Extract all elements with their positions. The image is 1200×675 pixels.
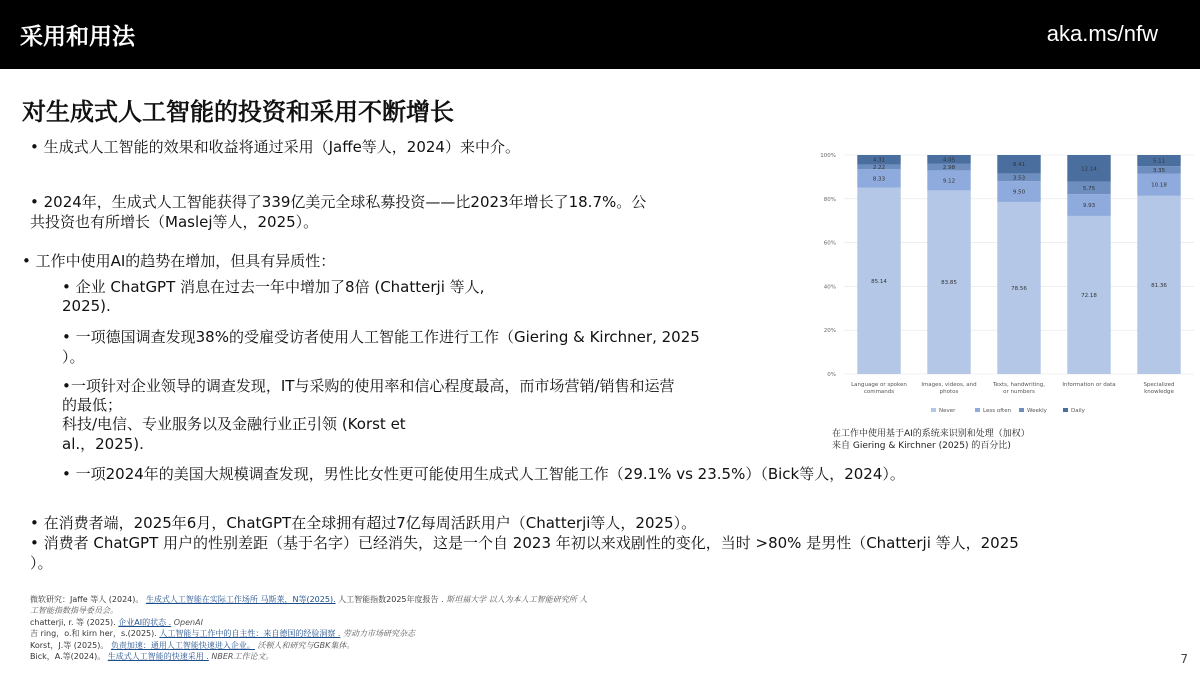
ref-4-publisher: 沃顿人和研究与GBK集体。 <box>257 640 355 650</box>
ref-5-link[interactable]: 生成式人工智能的快速采用 . <box>107 652 209 662</box>
legend-swatch <box>931 408 936 412</box>
sub-bullet-2-line-1: • 一项德国调查发现38%的受雇受访者使用人工智能工作进行工作（Giering & Kirchner, 2025 <box>62 328 700 346</box>
reference-line-6 <box>30 651 810 662</box>
legend-label: Less often <box>983 408 1012 414</box>
data-label: 9.50 <box>1012 189 1026 196</box>
data-label: 2.98 <box>942 165 956 172</box>
chart-caption-line-1: 在工作中使用基于AI的系统来识别和处理（加权） <box>832 429 1030 439</box>
ref-3-authors: 吉 ring，o.和 kirn her，s.(2025). <box>30 629 157 639</box>
y-tick-label: 0% <box>827 372 836 378</box>
data-label: 3.53 <box>1012 175 1026 182</box>
ref-1-publisher: 斯坦福大学 以人为本人工智能研究所 人 <box>446 595 588 604</box>
bullet-3: • 工作中使用AI的趋势在增加，但具有异质性： <box>22 252 336 270</box>
sub-bullet-1-line-2: 2025). <box>62 297 111 315</box>
legend-label: Never <box>939 408 956 414</box>
y-tick-label: 80% <box>823 196 836 203</box>
data-label: 5.75 <box>1082 185 1096 192</box>
ref-3-journal: 劳动力市场研究杂志 <box>342 629 415 639</box>
reference-line-3 <box>30 617 810 628</box>
ref-4-link[interactable]: 负责加速：通用人工智能快速进入企业。 <box>110 640 255 650</box>
data-label: 4.05 <box>942 157 956 164</box>
reference-line-2 <box>30 605 810 616</box>
ref-4-authors: Korst，J.等 (2025)。 <box>30 640 109 650</box>
reference-line-4 <box>30 628 810 639</box>
chart-caption-line-2: 来自 Giering & Kirchner (2025) 的百分比) <box>832 441 1011 451</box>
ref-2-authors: chatterji, r. 等 (2025). <box>30 617 116 627</box>
ref-5-authors: Bick，A.等(2024)。 <box>30 652 106 662</box>
bullet-2-line-2: 共投资也有所增长（Maslej等人，2025）。 <box>30 213 319 231</box>
x-tick-label: Language or spoken commands <box>851 382 907 395</box>
legend-swatch <box>1019 408 1024 412</box>
ref-2-publisher: OpenAI <box>173 617 203 627</box>
sub-bullet-3-line-1: •一项针对企业领导的调查发现，IT与采购的使用率和信心程度最高，而市场营销/销售和运营 <box>62 377 675 395</box>
y-tick-label: 40% <box>823 284 836 291</box>
data-label: 85.14 <box>871 278 887 285</box>
data-label: 4.31 <box>872 157 886 164</box>
reference-line-5 <box>30 640 810 651</box>
bullet-2-line-1: • 2024年，生成式人工智能获得了339亿美元全球私募投资——比2023年增长了18.7%。公 <box>30 193 647 211</box>
short-link[interactable]: aka.ms/nfw <box>1046 21 1158 46</box>
slide-title: 对生成式人工智能的投资和采用不断增长 <box>22 98 454 126</box>
sub-bullet-3-line-4: al.，2025). <box>62 435 144 453</box>
ref-5-series: NBER工作论文。 <box>211 652 274 662</box>
data-label: 72.18 <box>1081 292 1097 299</box>
ref-1-authors: 微软研究：Jaffe 等人 (2024)。 <box>30 595 144 604</box>
data-label: 10.18 <box>1151 182 1167 189</box>
bullet-4: • 在消费者端，2025年6月，ChatGPT在全球拥有超过7亿每周活跃用户（Chatterji等人，2025）。 <box>30 514 697 532</box>
ref-1-link[interactable]: 生成式人工智能在实际工作场所 马斯莱，N等(2025). <box>145 595 336 604</box>
header-bar <box>0 0 1200 69</box>
ref-1-report: 人工智能指数2025年度报告 . <box>338 595 444 604</box>
x-tick-label: Specialized knowledge <box>1143 382 1175 395</box>
sub-bullet-1-line-1: • 企业 ChatGPT 消息在过去一年中增加了8倍 (Chatterji 等人, <box>62 278 485 296</box>
legend-label: Weekly <box>1027 408 1047 414</box>
sub-bullet-2-line-2: ）。 <box>62 348 85 366</box>
legend-swatch <box>1063 408 1068 412</box>
data-label: 9.93 <box>1082 203 1096 210</box>
section-title: 采用和用法 <box>20 24 135 50</box>
data-label: 9.12 <box>942 178 956 185</box>
data-label: 81.36 <box>1151 282 1167 289</box>
data-label: 3.35 <box>1152 167 1166 174</box>
sub-bullet-3-line-2: 的最低； <box>62 396 123 414</box>
bullet-5-line-2: ）。 <box>30 554 53 572</box>
y-tick-label: 100% <box>820 153 836 159</box>
page-number: 7 <box>1180 652 1188 666</box>
bullet-5-line-1: • 消费者 ChatGPT 用户的性别差距（基于名字）已经消失，这是一个自 2023 年初以来戏剧性的变化，当时 >80% 是男性（Chatterji 等人，2025 <box>30 534 1019 552</box>
ref-2-link[interactable]: 企业AI的状态 . <box>118 617 172 627</box>
data-label: 78.56 <box>1011 285 1027 292</box>
stacked-bar-chart <box>812 140 1199 422</box>
y-tick-label: 20% <box>823 328 836 335</box>
data-label: 83.85 <box>941 280 957 287</box>
data-label: 2.22 <box>872 164 886 171</box>
x-tick-label: Texts, handwriting, or numbers <box>992 382 1046 395</box>
reference-line-1 <box>30 594 810 605</box>
bullet-1: • 生成式人工智能的效果和收益将通过采用（Jaffe等人，2024）来中介。 <box>30 138 520 156</box>
x-tick-label: Information or data <box>1062 382 1116 388</box>
chart-caption <box>832 428 1030 452</box>
sub-bullet-3-line-3: 科技/电信、专业服务以及金融行业正引领 (Korst et <box>62 415 406 433</box>
data-label: 8.33 <box>872 176 886 183</box>
data-label: 8.41 <box>1012 162 1026 169</box>
data-label: 5.11 <box>1152 158 1166 165</box>
sub-bullet-4: • 一项2024年的美国大规模调查发现，男性比女性更可能使用生成式人工智能工作（29.1% vs 23.5%）（Bick等人，2024）。 <box>62 465 905 483</box>
data-label: 12.14 <box>1081 166 1097 173</box>
legend-label: Daily <box>1071 408 1085 414</box>
y-tick-label: 60% <box>823 240 836 247</box>
references <box>30 594 810 662</box>
legend-swatch <box>975 408 980 412</box>
ref-3-link[interactable]: 人工智能与工作中的自主性：来自德国的经验洞察 . <box>159 629 341 639</box>
x-tick-label: Images, videos, and photos <box>921 382 977 395</box>
ref-1-publisher-cont: 工智能指数指导委员会。 <box>30 606 118 616</box>
